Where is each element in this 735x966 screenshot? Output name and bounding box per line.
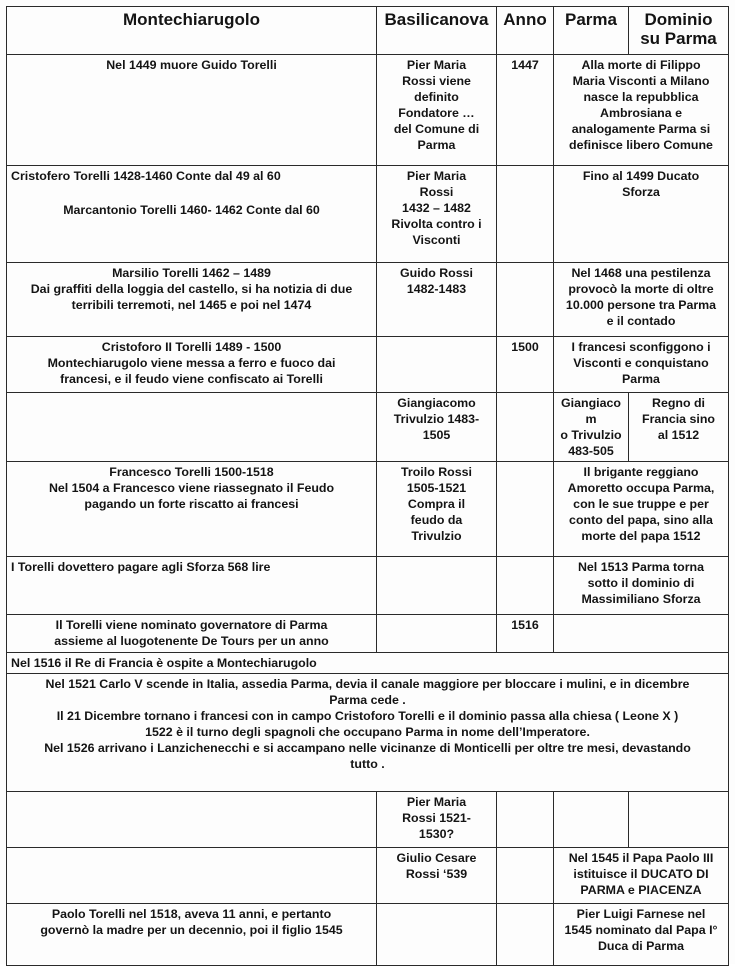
cell-montechiarugolo: Paolo Torelli nel 1518, aveva 11 anni, e pertanto governò la madre per un decennio, poi il figlio 1545	[7, 904, 377, 966]
cell-basilicanova	[377, 904, 497, 966]
cell-montechiarugolo-line-a: Cristofero Torelli 1428-1460 Conte dal 49 al 60	[11, 169, 281, 183]
cell-anno: 1516	[497, 615, 554, 653]
cell-anno: 1447	[497, 55, 554, 166]
cell-parma	[554, 615, 729, 653]
timeline-table	[6, 6, 729, 966]
header-row	[7, 7, 729, 55]
cell-parma: Alla morte di Filippo Maria Visconti a Milano nasce la repubblica Ambrosiana e analogamente Parma si definisce libero Comune	[554, 55, 729, 166]
cell-montechiarugolo	[7, 166, 377, 263]
cell-anno: 1500	[497, 337, 554, 393]
table-row	[7, 615, 729, 653]
cell-parma: Pier Luigi Farnese nel 1545 nominato dal Papa I° Duca di Parma	[554, 904, 729, 966]
cell-montechiarugolo: I Torelli dovettero pagare agli Sforza 568 lire	[7, 557, 377, 615]
cell-parma: Nel 1545 il Papa Paolo III istituisce il DUCATO DI PARMA e PIACENZA	[554, 848, 729, 904]
cell-basilicanova	[377, 615, 497, 653]
table-row	[7, 263, 729, 337]
header-anno: Anno	[497, 7, 554, 55]
cell-basilicanova: Pier Maria Rossi 1432 – 1482 Rivolta contro i Visconti	[377, 166, 497, 263]
cell-basilicanova: Guido Rossi 1482-1483	[377, 263, 497, 337]
cell-montechiarugolo: Il Torelli viene nominato governatore di Parma assieme al luogotenente De Tours per un anno	[7, 615, 377, 653]
cell-montechiarugolo: Nel 1449 muore Guido Torelli	[7, 55, 377, 166]
cell-basilicanova: Giulio Cesare Rossi ‘539	[377, 848, 497, 904]
table-row	[7, 674, 729, 792]
cell-basilicanova: Pier Maria Rossi viene definito Fondatore … del Comune di Parma	[377, 55, 497, 166]
cell-parma	[554, 792, 629, 848]
cell-anno	[497, 904, 554, 966]
table-row	[7, 462, 729, 557]
cell-basilicanova: Troilo Rossi 1505-1521 Compra il feudo da Trivulzio	[377, 462, 497, 557]
cell-parma: Fino al 1499 Ducato Sforza	[554, 166, 729, 263]
cell-basilicanova: Pier Maria Rossi 1521- 1530?	[377, 792, 497, 848]
cell-montechiarugolo: Francesco Torelli 1500-1518 Nel 1504 a Francesco viene riassegnato il Feudo pagando un forte riscatto ai francesi	[7, 462, 377, 557]
header-dominio: Dominio su Parma	[629, 7, 729, 55]
table-row	[7, 904, 729, 966]
table-row	[7, 393, 729, 462]
cell-dominio	[629, 792, 729, 848]
header-parma: Parma	[554, 7, 629, 55]
cell-montechiarugolo: Cristoforo II Torelli 1489 - 1500 Montechiarugolo viene messa a ferro e fuoco dai francesi, e il feudo viene confiscato ai Torelli	[7, 337, 377, 393]
cell-anno	[497, 557, 554, 615]
cell-anno	[497, 166, 554, 263]
cell-anno	[497, 263, 554, 337]
cell-anno	[497, 792, 554, 848]
table-row	[7, 848, 729, 904]
cell-montechiarugolo: Marsilio Torelli 1462 – 1489 Dai graffiti della loggia del castello, si ha notizia di due terribili terremoti, nel 1465 e poi nel 1474	[7, 263, 377, 337]
cell-anno	[497, 848, 554, 904]
cell-parma: Nel 1513 Parma torna sotto il dominio di Massimiliano Sforza	[554, 557, 729, 615]
cell-montechiarugolo	[7, 393, 377, 462]
cell-dominio: Regno di Francia sino al 1512	[629, 393, 729, 462]
cell-anno	[497, 462, 554, 557]
table-row	[7, 653, 729, 674]
header-montechiarugolo: Montechiarugolo	[7, 7, 377, 55]
cell-parma: Nel 1468 una pestilenza provocò la morte di oltre 10.000 persone tra Parma e il contado	[554, 263, 729, 337]
cell-montechiarugolo-line-b: Marcantonio Torelli 1460- 1462 Conte dal 60	[63, 203, 320, 217]
table-row	[7, 557, 729, 615]
cell-parma: Giangiacom o Trivulzio 483-505	[554, 393, 629, 462]
cell-basilicanova: Giangiacomo Trivulzio 1483- 1505	[377, 393, 497, 462]
spacer	[11, 184, 372, 202]
cell-anno	[497, 393, 554, 462]
cell-montechiarugolo	[7, 792, 377, 848]
cell-parma: Il brigante reggiano Amoretto occupa Parma, con le sue truppe e per conto del papa, sino alla morte del papa 1512	[554, 462, 729, 557]
cell-basilicanova	[377, 337, 497, 393]
table-row	[7, 792, 729, 848]
header-basilicanova: Basilicanova	[377, 7, 497, 55]
cell-full: Nel 1516 il Re di Francia è ospite a Montechiarugolo	[7, 653, 729, 674]
table-row	[7, 55, 729, 166]
cell-basilicanova	[377, 557, 497, 615]
table-row	[7, 337, 729, 393]
table-row	[7, 166, 729, 263]
cell-montechiarugolo	[7, 848, 377, 904]
cell-full: Nel 1521 Carlo V scende in Italia, assedia Parma, devia il canale maggiore per bloccare i mulini, e in dicembre Parma cede . Il 21 Dicembre tornano i francesi con in campo Cristoforo Torelli e il dominio passa alla chiesa ( Leone X ) 1522 è il turno degli spagnoli che occupano Parma in nome dell’Imperatore. Nel 1526 arrivano i Lanzichenecchi e si accampano nelle vicinanze di Monticelli per oltre tre mesi, devastando tutto .	[7, 674, 729, 792]
cell-parma: I francesi sconfiggono i Visconti e conquistano Parma	[554, 337, 729, 393]
